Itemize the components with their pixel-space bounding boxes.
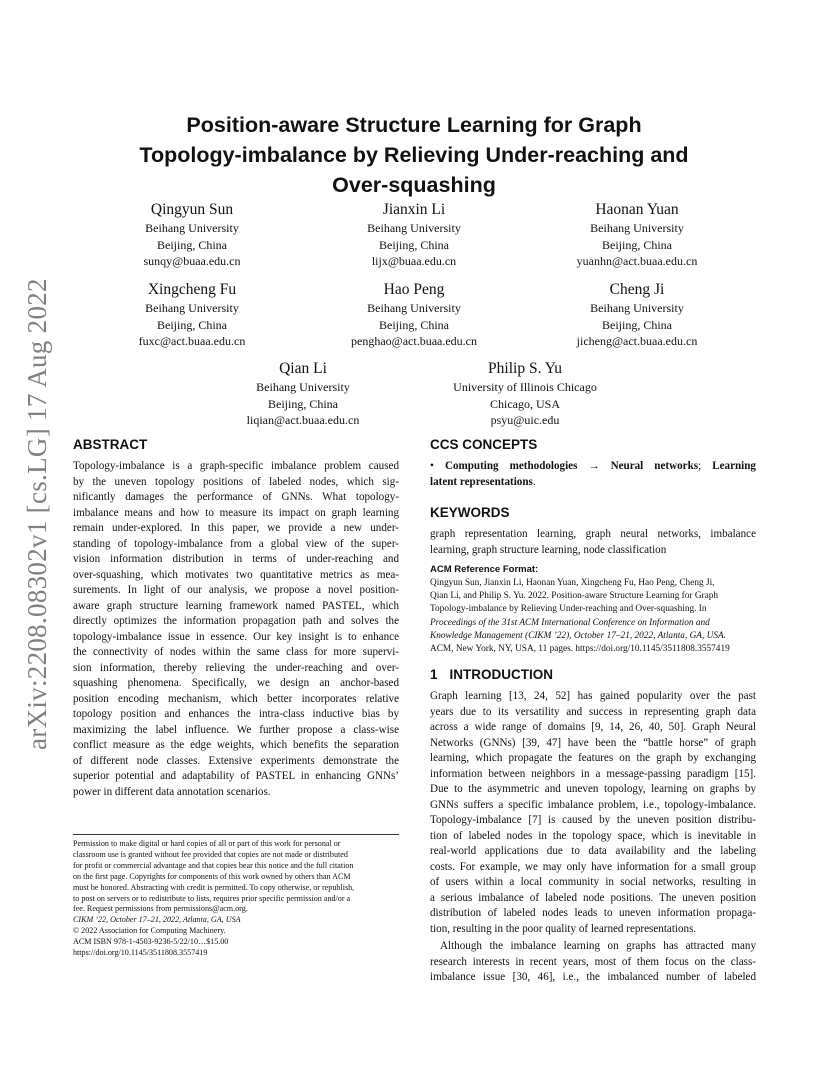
- copyright-notice: © 2022 Association for Computing Machinery.: [73, 926, 226, 936]
- text-line: Knowledge Management (CIKM ’22), October 17–21, 2022, Atlanta, GA, USA.: [430, 630, 726, 641]
- text-line: remain under-explored. In this paper, we provide a new under-: [73, 522, 399, 534]
- text-line: the connectivity of nodes within the same class for more supervi-: [73, 646, 399, 658]
- author-name: Qian Li: [279, 360, 327, 377]
- doi-link[interactable]: https://doi.org/10.1145/3511808.3557419: [73, 948, 208, 958]
- introduction-body: [430, 689, 756, 986]
- ccs-line: [430, 459, 756, 475]
- footnote-line: on the first page. Copyrights for components of this work owned by others than ACM: [73, 871, 351, 881]
- text-line: ACM, New York, NY, USA, 11 pages. https://doi.org/10.1145/3511808.3557419: [430, 644, 730, 655]
- author-block: [188, 359, 418, 429]
- text-line: Qingyun Sun, Jianxin Li, Haonan Yuan, Xingcheng Fu, Hao Peng, Cheng Ji,: [430, 578, 715, 588]
- keywords-heading: KEYWORDS: [430, 505, 510, 520]
- text-line: across a wide range of domains [9, 14, 26, 40, 50]. Graph Neural: [430, 721, 756, 734]
- section-number: 1: [430, 667, 438, 683]
- text-line: aware graph structure learning framework named PASTEL, which: [73, 599, 399, 612]
- text-line: Due to the asymmetric and uneven topology, learning on graphs by: [430, 783, 756, 796]
- arrow-symbol: →: [588, 460, 600, 472]
- text-line: squashing phenomena. Specifically, we design an anchor-based: [73, 677, 399, 689]
- author-name: Haonan Yuan: [595, 201, 679, 218]
- paper-title: [120, 110, 708, 200]
- bullet: •: [430, 460, 434, 472]
- author-location: Beijing, China: [379, 317, 449, 332]
- footnote-line: must be honored. Abstracting with credit is permitted. To copy otherwise, or republish,: [73, 882, 355, 892]
- text-line: GNNs suffers a specific imbalance problem, i.e., topology-imbalance.: [430, 798, 756, 811]
- footnote-line: fee. Request permissions from permissions@acm.org.: [73, 904, 248, 914]
- ccs-concept: Neural networks: [610, 460, 699, 472]
- separator: ;: [698, 460, 702, 472]
- author-email[interactable]: jicheng@act.buaa.edu.cn: [576, 334, 698, 348]
- text-line: topology position and enhances the intra-class inductive bias by: [73, 708, 399, 720]
- ccs-line: [430, 475, 756, 491]
- author-block: [522, 280, 752, 350]
- title-line: Topology-imbalance by Relieving Under-reaching and: [139, 143, 689, 167]
- author-block: [77, 200, 307, 270]
- ccs-heading: CCS CONCEPTS: [430, 437, 538, 452]
- author-email[interactable]: psyu@uic.edu: [490, 413, 560, 427]
- text-line: directly optimizes the information propagation path and solves the: [73, 615, 399, 627]
- ccs-concept: latent representations: [430, 475, 533, 488]
- section-title: INTRODUCTION: [449, 667, 554, 683]
- text-line: imbalance issue [30, 46], i.e., the imbalanced number of labeled: [430, 971, 756, 984]
- author-email[interactable]: sunqy@buaa.edu.cn: [143, 254, 241, 268]
- acm-reference-body: [430, 577, 756, 656]
- author-name: Jianxin Li: [382, 201, 446, 218]
- text-line: years due to its versatility and success in representing graph data: [430, 705, 756, 718]
- author-block: [410, 359, 640, 429]
- author-name: Xingcheng Fu: [147, 281, 237, 298]
- text-line: vision information distribution in terms of under-reaching and: [73, 553, 399, 565]
- abstract-body: [73, 459, 399, 800]
- text-line: Graph learning [13, 24, 52] has gained popularity over the past: [430, 690, 756, 703]
- text-line: a serious imbalance of labeled node positions. The uneven position: [430, 891, 756, 904]
- author-location: Beijing, China: [157, 317, 227, 332]
- text-line: by the uneven topology positions of labeled nodes, which sig-: [73, 475, 399, 488]
- author-affiliation: Beihang University: [145, 221, 239, 235]
- author-block: [299, 200, 529, 270]
- conference-info: CIKM ’22, October 17–21, 2022, Atlanta, GA, USA: [73, 915, 241, 925]
- text-line: tion, resulting in the poor quality of learned representations.: [430, 922, 697, 935]
- author-affiliation: Beihang University: [256, 380, 350, 394]
- text-line: Proceedings of the 31st ACM International Conference on Information and: [430, 617, 710, 628]
- text-line: graph representation learning, graph neural networks, imbalance: [430, 528, 756, 540]
- author-name: Hao Peng: [383, 281, 445, 298]
- abstract-heading: ABSTRACT: [73, 437, 148, 452]
- text-line: of users within a local community in social networks, resulting in: [430, 876, 756, 889]
- footnote-line: Permission to make digital or hard copies of all or part of this work for personal or: [73, 839, 341, 848]
- right-column: [430, 436, 756, 986]
- author-block: [299, 280, 529, 350]
- author-block: [522, 200, 752, 270]
- author-email[interactable]: liqian@act.buaa.edu.cn: [246, 413, 360, 427]
- permission-footnote: [73, 834, 399, 959]
- text-line: sion information, thereby relieving the under-reaching and over-: [73, 661, 399, 674]
- text-line: power in different data annotation scenarios.: [73, 785, 271, 798]
- author-affiliation: Beihang University: [590, 301, 684, 315]
- text-line: real-world applications due to data availability and the labeling: [430, 845, 756, 858]
- text-line: Networks (GNNs) [39, 47] have been the “battle horse” of graph: [430, 736, 756, 749]
- text-line: distribution of labeled nodes leads to uneven information propaga-: [430, 907, 756, 920]
- arxiv-identifier-stamp: arXiv:2208.08302v1 [cs.LG] 17 Aug 2022: [22, 278, 52, 750]
- footnote-line: classroom use is granted without fee provided that copies are not made or distributed: [73, 849, 348, 859]
- text-line: information between neighbors in a message-passing paradigm [15].: [430, 767, 756, 780]
- isbn: ACM ISBN 978-1-4503-9236-5/22/10…$15.00: [73, 937, 229, 947]
- author-location: Beijing, China: [602, 317, 672, 332]
- author-email[interactable]: penghao@act.buaa.edu.cn: [351, 334, 477, 348]
- ccs-concept: Learning: [712, 460, 756, 472]
- title-line: Over-squashing: [332, 173, 496, 197]
- text-line: imbalance means and how to measure its impact on graph learning: [73, 506, 399, 519]
- text-line: surements. In light of our analysis, we propose a novel position-: [73, 584, 399, 596]
- text-line: conflict measure as the edge weights, which benefits the separation: [73, 739, 399, 751]
- text-line: nificantly damages the performance of GNNs. What topology-: [73, 491, 399, 503]
- author-location: Chicago, USA: [490, 396, 560, 411]
- author-name: Cheng Ji: [609, 281, 665, 298]
- text-line: maximizing the label influence. We further propose a class-wise: [73, 723, 399, 736]
- period: .: [532, 475, 536, 488]
- keywords-body: [430, 527, 756, 558]
- text-line: topology-imbalance issue in essence. Our key insight is to enhance: [73, 630, 399, 643]
- text-line: learning, which propagate the features on the graph by exchanging: [430, 752, 756, 765]
- text-line: Topology-imbalance by Relieving Under-reaching and Over-squashing. In: [430, 604, 707, 615]
- text-line: of different node classes. Extensive experiments demonstrate the: [73, 754, 399, 767]
- text-line: research interests in recent years, most of them focus on the class-: [430, 955, 756, 968]
- author-affiliation: University of Illinois Chicago: [453, 380, 597, 394]
- title-line: Position-aware Structure Learning for Graph: [186, 113, 642, 137]
- author-affiliation: Beihang University: [367, 301, 461, 315]
- author-email[interactable]: lijx@buaa.edu.cn: [371, 254, 457, 268]
- text-line: Qian Li, and Philip S. Yu. 2022. Position-aware Structure Learning for Graph: [430, 591, 719, 602]
- text-line: superior potential and adaptability of PASTEL in enhancing GNNs’: [73, 770, 399, 782]
- text-line: costs. For example, we may only have information for a small group: [430, 860, 756, 873]
- text-line: Topology-imbalance [7] is caused by the uneven position distribu-: [430, 814, 756, 827]
- author-location: Beijing, China: [268, 396, 338, 411]
- author-email[interactable]: yuanhn@act.buaa.edu.cn: [576, 254, 698, 268]
- text-line: over-squashing, which motivates two quantitative metrics as mea-: [73, 568, 399, 581]
- text-line: position encoding mechanism, which better incorporates relative: [73, 692, 399, 705]
- author-name: Qingyun Sun: [150, 201, 234, 218]
- author-email[interactable]: fuxc@act.buaa.edu.cn: [138, 334, 246, 348]
- text-line: learning, graph structure learning, node classification: [430, 543, 667, 556]
- text-line: Topology-imbalance is a graph-specific imbalance problem caused: [73, 460, 399, 472]
- author-affiliation: Beihang University: [590, 221, 684, 235]
- footnote-line: for profit or commercial advantage and that copies bear this notice and the full citation: [73, 860, 354, 870]
- text-line: standing of topology-imbalance from a global view of the super-: [73, 537, 399, 550]
- text-line: Although the imbalance learning on graphs has attracted many: [440, 940, 756, 953]
- author-location: Beijing, China: [157, 237, 227, 252]
- author-block: [77, 280, 307, 350]
- author-affiliation: Beihang University: [367, 221, 461, 235]
- text-line: tion of labeled nodes in the topology space, which is inevitable in: [430, 829, 756, 842]
- ccs-body: [430, 459, 756, 490]
- left-column: [73, 436, 399, 800]
- footnote-line: to post on servers or to redistribute to lists, requires prior specific permission and/or a: [73, 893, 351, 903]
- acm-reference-heading: ACM Reference Format:: [430, 564, 539, 575]
- author-location: Beijing, China: [379, 237, 449, 252]
- introduction-heading: [430, 666, 756, 684]
- author-affiliation: Beihang University: [145, 301, 239, 315]
- ccs-concept: Computing methodologies: [444, 460, 578, 472]
- author-name: Philip S. Yu: [488, 360, 562, 377]
- author-location: Beijing, China: [602, 237, 672, 252]
